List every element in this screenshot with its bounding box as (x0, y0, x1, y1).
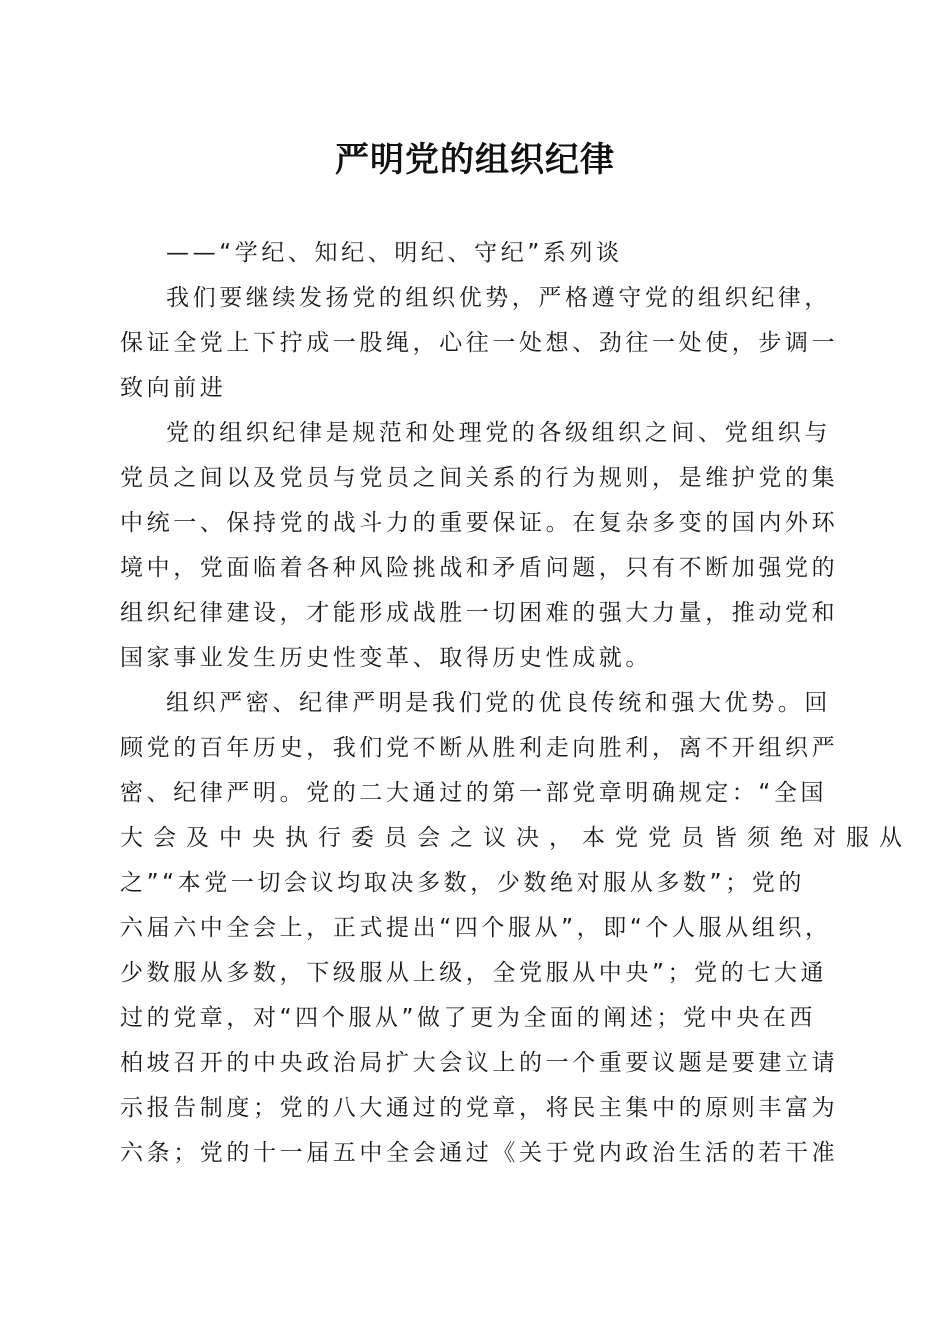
text-line: 六条；党的十一届五中全会通过《关于党内政治生活的若干准 (120, 1140, 839, 1166)
paragraph-definition (120, 411, 839, 681)
text-line: 中统一、保持党的战斗力的重要保证。在复杂多变的国内外环 (120, 510, 839, 536)
text-line: 境中，党面临着各种风险挑战和矛盾问题，只有不断加强党的 (120, 555, 839, 581)
text-line: 国家事业发生历史性变革、取得历史性成就。 (120, 645, 652, 671)
text-line: 少数服从多数，下级服从上级，全党服从中央”；党的七大通 (120, 960, 828, 986)
text-line: 过的党章，对“四个服从”做了更为全面的阐述；党中央在西 (120, 1005, 817, 1031)
paragraph-history (120, 681, 912, 1176)
text-line: 大会及中央执行委员会之议决，本党党员皆须绝对服从 (120, 825, 912, 851)
paragraph-intro (120, 276, 839, 411)
text-line: 组织纪律建设，才能形成战胜一切困难的强大力量，推动党和 (120, 600, 839, 626)
text-line: 之”“本党一切会议均取决多数，少数绝对服从多数”；党的 (120, 870, 805, 896)
text-line: 六届六中全会上，正式提出“四个服从”，即“个人服从组织， (120, 915, 832, 941)
text-line: 党员之间以及党员与党员之间关系的行为规则，是维护党的集 (120, 465, 839, 491)
text-line: 党的组织纪律是规范和处理党的各级组织之间、党组织与 (166, 420, 831, 446)
text-line: 密、纪律严明。党的二大通过的第一部党章明确规定：“全国 (120, 780, 828, 806)
document-title: 严明党的组织纪律 (335, 140, 615, 180)
text-line: 我们要继续发扬党的组织优势，严格遵守党的组织纪律， (166, 285, 831, 311)
text-line: 顾党的百年历史，我们党不断从胜利走向胜利，离不开组织严 (120, 735, 839, 761)
text-line: 组织严密、纪律严明是我们党的优良传统和强大优势。回 (166, 690, 831, 716)
text-line: 示报告制度；党的八大通过的党章，将民主集中的原则丰富为 (120, 1095, 839, 1121)
subtitle-paragraph (120, 231, 836, 276)
text-line: 致向前进 (120, 375, 227, 401)
text-line: ——“学纪、知纪、明纪、守纪”系列谈 (166, 240, 623, 266)
document-body (120, 231, 912, 1176)
text-line: 保证全党上下拧成一股绳，心往一处想、劲往一处使，步调一 (120, 330, 839, 356)
text-line: 柏坡召开的中央政治局扩大会议上的一个重要议题是要建立请 (120, 1050, 839, 1076)
